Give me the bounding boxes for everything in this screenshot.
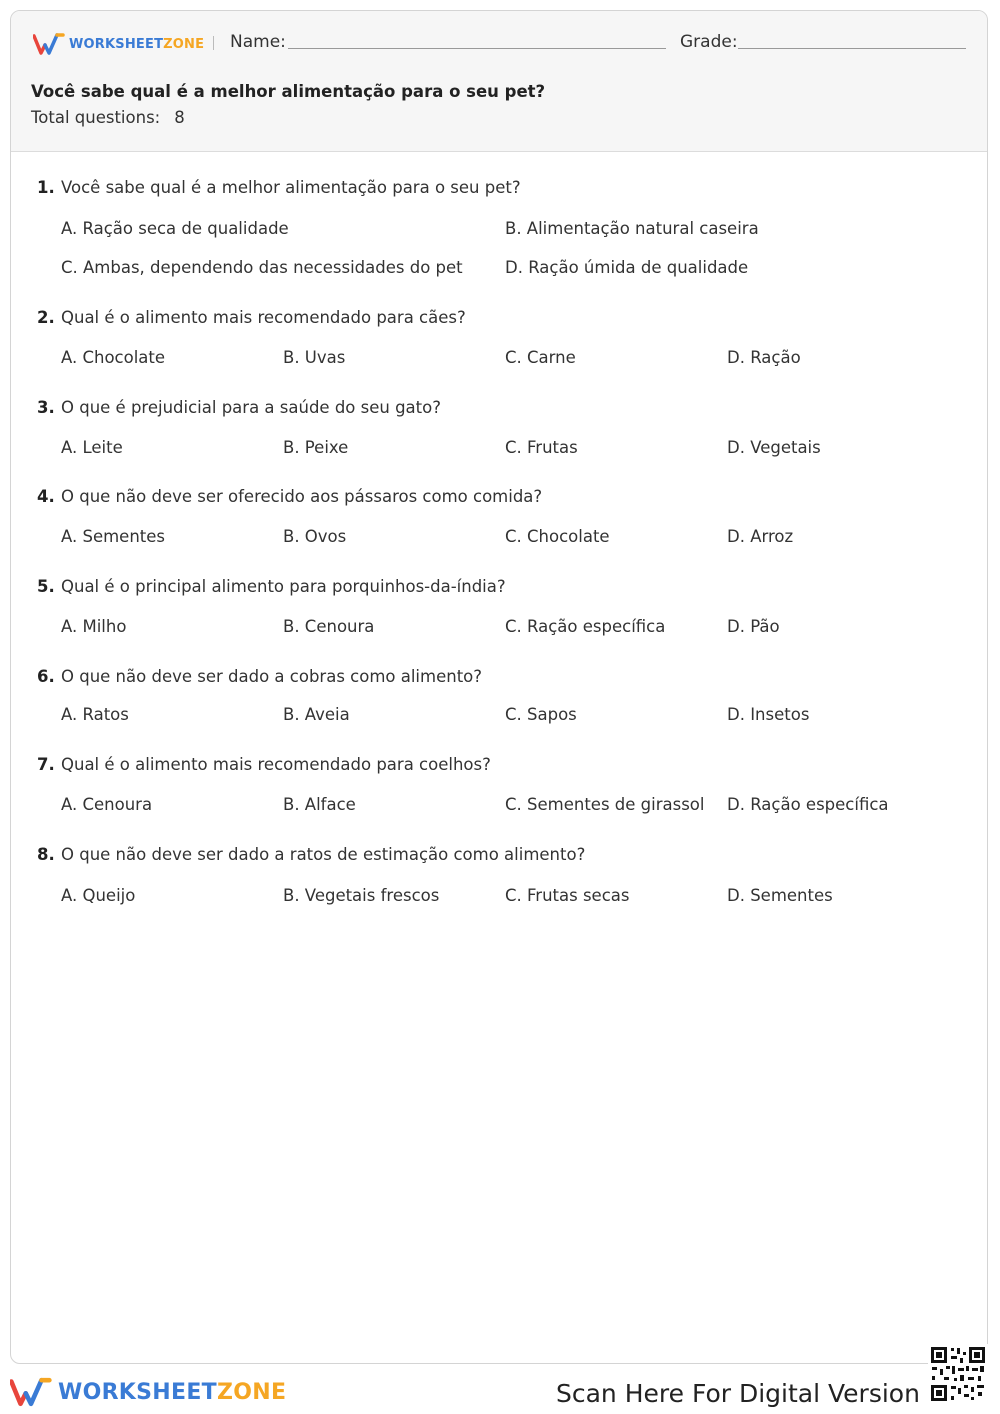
question-2 (37, 308, 466, 327)
option-d[interactable]: D. Insetos (727, 705, 810, 724)
option-a[interactable]: A. Queijo (61, 886, 136, 905)
question-number: 1. (37, 178, 55, 197)
question-text: Qual é o principal alimento para porquinhos-da-índia? (61, 577, 506, 596)
option-b[interactable]: B. Vegetais frescos (283, 886, 440, 905)
option-b[interactable]: B. Alface (283, 795, 356, 814)
question-7 (37, 755, 491, 774)
option-d[interactable]: D. Arroz (727, 527, 794, 546)
option-c[interactable]: C. Chocolate (505, 527, 610, 546)
option-b[interactable]: B. Ovos (283, 527, 347, 546)
option-d[interactable]: D. Ração (727, 348, 801, 367)
option-a[interactable]: A. Milho (61, 617, 127, 636)
name-field[interactable] (288, 48, 666, 49)
footer-brand-name (58, 1380, 286, 1405)
worksheetzone-logo-icon (33, 33, 65, 55)
name-label: Name: (230, 32, 286, 52)
footer-brand-logo (10, 1376, 286, 1408)
option-c[interactable]: C. Sementes de girassol (505, 795, 705, 814)
question-text: Qual é o alimento mais recomendado para coelhos? (61, 755, 491, 774)
qr-code-icon[interactable] (928, 1344, 988, 1404)
question-5 (37, 577, 506, 596)
question-number: 5. (37, 577, 55, 596)
question-6 (37, 667, 482, 686)
worksheet-title: Você sabe qual é a melhor alimentação para o seu pet? (31, 82, 546, 101)
grade-field[interactable] (738, 48, 966, 49)
option-b[interactable]: B. Peixe (283, 438, 349, 457)
brand-part-zone: ZONE (163, 36, 205, 52)
total-questions-value: 8 (174, 108, 185, 127)
option-a[interactable]: A. Leite (61, 438, 123, 457)
option-b[interactable]: B. Aveia (283, 705, 350, 724)
total-questions-label: Total questions: (31, 108, 161, 127)
question-text: Você sabe qual é a melhor alimentação para o seu pet? (61, 178, 521, 197)
option-d[interactable]: D. Vegetais (727, 438, 821, 457)
brand-logo (33, 33, 204, 55)
question-4 (37, 487, 542, 506)
option-d[interactable]: D. Sementes (727, 886, 833, 905)
option-c[interactable]: C. Carne (505, 348, 576, 367)
brand-part-worksheet: WORKSHEET (58, 1379, 217, 1405)
option-d[interactable]: D. Ração úmida de qualidade (505, 258, 749, 277)
option-b[interactable]: B. Uvas (283, 348, 346, 367)
option-b[interactable]: B. Alimentação natural caseira (505, 219, 759, 238)
option-c[interactable]: C. Ambas, dependendo das necessidades do pet (61, 258, 463, 277)
brand-part-worksheet: WORKSHEET (69, 36, 164, 52)
worksheetzone-logo-icon (10, 1376, 52, 1408)
question-number: 4. (37, 487, 55, 506)
question-number: 3. (37, 398, 55, 417)
option-d[interactable]: D. Ração específica (727, 795, 889, 814)
scan-here-text: Scan Here For Digital Version (556, 1379, 920, 1408)
total-questions (31, 108, 185, 127)
option-c[interactable]: C. Frutas secas (505, 886, 630, 905)
option-c[interactable]: C. Frutas (505, 438, 578, 457)
option-a[interactable]: A. Ratos (61, 705, 129, 724)
question-number: 6. (37, 667, 55, 686)
header-divider (213, 36, 214, 50)
option-a[interactable]: A. Sementes (61, 527, 166, 546)
question-text: O que é prejudicial para a saúde do seu gato? (61, 398, 441, 417)
option-c[interactable]: C. Ração específica (505, 617, 666, 636)
question-number: 2. (37, 308, 55, 327)
question-text: Qual é o alimento mais recomendado para cães? (61, 308, 466, 327)
worksheet-header (11, 11, 987, 152)
option-c[interactable]: C. Sapos (505, 705, 577, 724)
worksheet-sheet (10, 10, 988, 1364)
question-3 (37, 398, 441, 417)
option-b[interactable]: B. Cenoura (283, 617, 375, 636)
question-number: 8. (37, 845, 55, 864)
question-text: O que não deve ser oferecido aos pássaros como comida? (61, 487, 543, 506)
question-1 (37, 178, 521, 197)
option-a[interactable]: A. Ração seca de qualidade (61, 219, 289, 238)
brand-name (69, 37, 204, 52)
question-8 (37, 845, 585, 864)
grade-label: Grade: (680, 32, 738, 52)
option-a[interactable]: A. Chocolate (61, 348, 166, 367)
option-a[interactable]: A. Cenoura (61, 795, 153, 814)
brand-part-zone: ZONE (216, 1379, 287, 1405)
question-number: 7. (37, 755, 55, 774)
question-text: O que não deve ser dado a ratos de estimação como alimento? (61, 845, 586, 864)
option-d[interactable]: D. Pão (727, 617, 780, 636)
question-text: O que não deve ser dado a cobras como alimento? (61, 667, 483, 686)
